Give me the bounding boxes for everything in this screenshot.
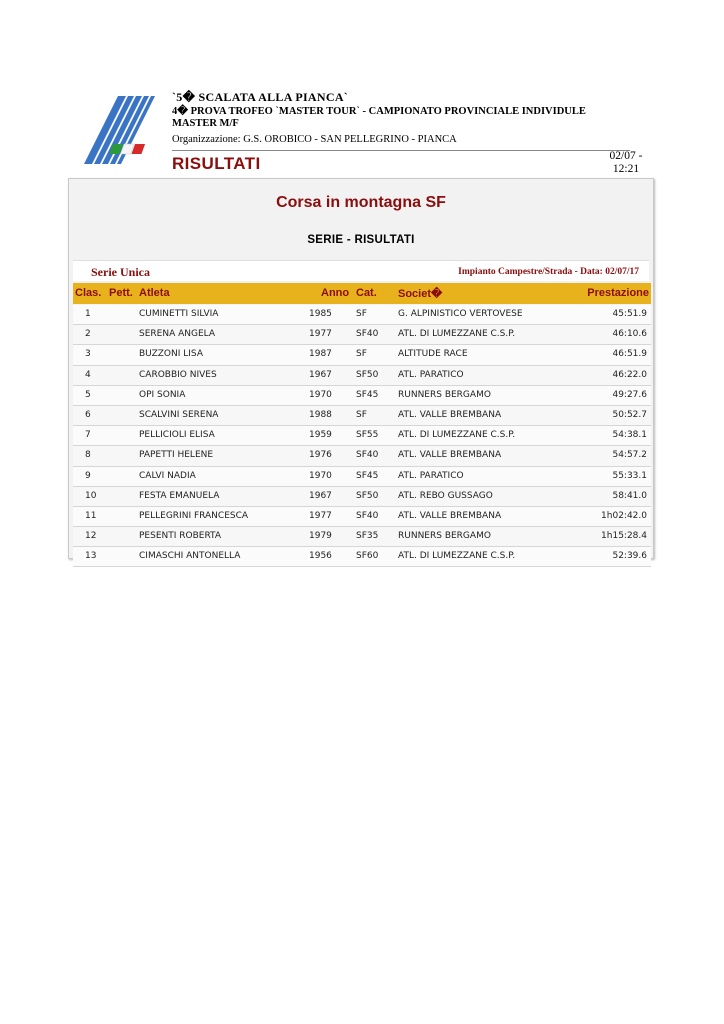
row-club: ATL. VALLE BREMBANA [398,409,502,420]
row-athlete: CAROBBIO NIVES [139,369,217,380]
table-row [73,406,651,426]
row-category: SF50 [356,369,379,380]
series-info: Impianto Campestre/Strada - Data: 02/07/17 [458,267,639,277]
row-athlete: CALVI NADIA [139,470,196,481]
table-row [73,345,651,365]
table-row [73,547,651,567]
row-year: 1985 [309,309,332,319]
row-position: 10 [85,490,97,501]
row-athlete: SCALVINI SERENA [139,409,219,420]
row-year: 1959 [309,430,332,441]
row-time: 54:38.1 [612,430,647,441]
results-panel [68,178,654,562]
row-athlete: OPI SONIA [139,389,186,400]
row-time: 54:57.2 [612,450,647,461]
row-time: 50:52.7 [612,409,647,420]
row-club: RUNNERS BERGAMO [398,531,491,542]
row-time: 46:10.6 [612,329,647,340]
series-name: Serie Unica [91,265,150,279]
row-category: SF35 [356,531,379,542]
row-year: 1956 [309,551,332,562]
row-position: 6 [85,409,91,420]
row-category: SF45 [356,470,379,481]
table-header [73,283,651,304]
results-table-body [73,305,651,567]
table-row [73,467,651,487]
row-position: 8 [85,450,91,461]
row-position: 3 [85,349,91,360]
table-row [73,386,651,406]
row-category: SF [356,409,367,420]
row-position: 12 [85,531,97,542]
row-category: SF45 [356,389,379,400]
row-time: 46:51.9 [612,349,647,360]
row-year: 1967 [309,490,332,501]
row-athlete: PELLEGRINI FRANCESCA [139,510,249,521]
header-anno: Anno [321,287,350,299]
table-row [73,507,651,527]
table-row [73,325,651,345]
series-results-heading: SERIE - RISULTATI [307,234,415,246]
row-club: ALTITUDE RACE [398,349,468,360]
row-time: 52:39.6 [612,551,647,562]
row-time: 46:22.0 [612,369,647,380]
row-club: ATL. PARATICO [398,470,464,481]
row-position: 5 [85,389,91,400]
row-time: 1h15:28.4 [601,531,647,542]
table-row [73,446,651,466]
event-subtitle: 4� PROVA TROFEO `MASTER TOUR` - CAMPIONATO PROVINCIALE INDIVIDULE MASTER M/F [172,106,586,129]
row-category: SF [356,309,367,319]
row-category: SF40 [356,510,379,521]
header-divider [172,150,630,151]
row-year: 1976 [309,450,332,461]
row-club: ATL. DI LUMEZZANE C.S.P. [398,329,516,340]
row-category: SF40 [356,329,379,340]
row-athlete: PAPETTI HELENE [139,450,214,461]
header-societa: Societ� [398,288,443,300]
row-category: SF40 [356,450,379,461]
row-time: 49:27.6 [612,389,647,400]
row-position: 7 [85,430,91,441]
row-athlete: CIMASCHI ANTONELLA [139,551,241,562]
row-position: 13 [85,551,97,562]
row-athlete: BUZZONI LISA [139,349,203,360]
row-club: ATL. VALLE BREMBANA [398,510,502,521]
header-prestazione: Prestazione [587,287,649,299]
print-timestamp [596,150,656,176]
series-bar [73,260,649,281]
row-club: ATL. PARATICO [398,369,464,380]
row-category: SF [356,349,367,360]
table-row [73,366,651,386]
row-year: 1979 [309,531,332,542]
row-position: 11 [85,510,97,521]
row-category: SF50 [356,490,379,501]
row-year: 1970 [309,470,332,481]
row-time: 45:51.9 [612,309,647,319]
print-date: 02/07 - [609,150,643,162]
row-year: 1988 [309,409,332,420]
row-position: 2 [85,329,91,340]
row-category: SF60 [356,551,379,562]
row-time: 58:41.0 [612,490,647,501]
header-clas: Clas. [75,287,102,299]
organizer-text: Organizzazione: G.S. OROBICO - SAN PELLEGRINO - PIANCA [172,134,457,145]
table-row [73,426,651,446]
row-year: 1987 [309,349,332,360]
table-row [73,305,651,325]
header-cat: Cat. [356,287,377,299]
row-year: 1977 [309,510,332,521]
table-row [73,487,651,507]
row-year: 1977 [309,329,332,340]
row-time: 55:33.1 [612,470,647,481]
row-athlete: SERENA ANGELA [139,329,216,340]
row-club: ATL. REBO GUSSAGO [398,490,493,501]
row-year: 1970 [309,389,332,400]
row-club: ATL. VALLE BREMBANA [398,450,502,461]
row-club: ATL. DI LUMEZZANE C.S.P. [398,551,516,562]
row-athlete: PELLICIOLI ELISA [139,430,215,441]
row-year: 1967 [309,369,332,380]
row-club: RUNNERS BERGAMO [398,389,491,400]
header-atleta: Atleta [139,287,170,299]
row-club: G. ALPINISTICO VERTOVESE [398,309,523,319]
header-pett: Pett. [109,287,133,299]
row-athlete: CUMINETTI SILVIA [139,309,219,319]
row-club: ATL. DI LUMEZZANE C.S.P. [398,430,516,441]
row-category: SF55 [356,430,379,441]
fidal-logo [80,92,172,168]
race-title: Corsa in montagna SF [276,194,446,211]
row-time: 1h02:42.0 [601,510,647,521]
row-position: 9 [85,470,91,481]
print-time: 12:21 [612,163,640,175]
row-athlete: FESTA EMANUELA [139,490,220,501]
row-position: 4 [85,369,91,380]
table-row [73,527,651,547]
row-athlete: PESENTI ROBERTA [139,531,222,542]
row-position: 1 [85,309,91,319]
risultati-heading: RISULTATI [172,154,261,173]
event-title: `5� SCALATA ALLA PIANCA` [172,90,349,104]
